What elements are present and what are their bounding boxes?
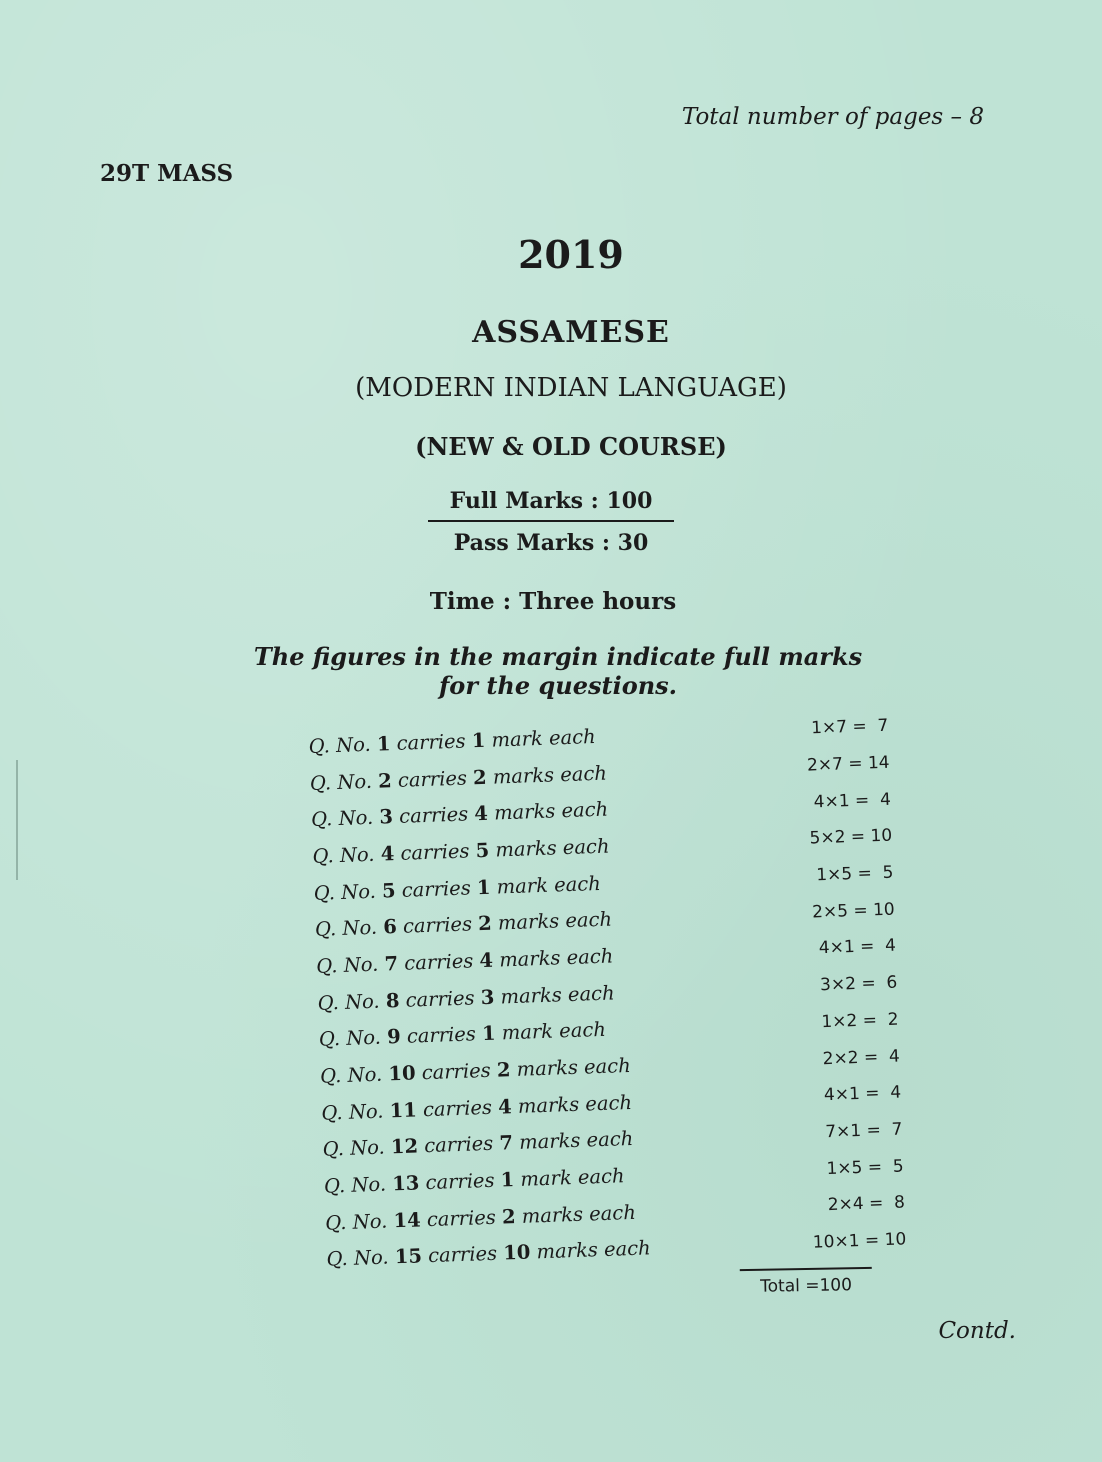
- pass-marks: Pass Marks : 30: [453, 530, 649, 556]
- total-marks: Total =100: [740, 1267, 872, 1297]
- marks-calculation: 2×5 = 10: [811, 899, 896, 923]
- language-subtitle: (MODERN INDIAN LANGUAGE): [355, 373, 787, 403]
- question-text: Q. No. 7 carries 4 marks each: [315, 944, 614, 978]
- question-text: Q. No. 5 carries 1 mark each: [313, 871, 602, 905]
- exam-year: 2019: [518, 232, 624, 277]
- continued-note: Contd.: [938, 1318, 1016, 1344]
- total-pages-note: Total number of pages – 8: [681, 104, 984, 130]
- paper-code: 29T MASS: [100, 160, 234, 187]
- question-text: Q. No. 10 carries 2 marks each: [319, 1053, 632, 1088]
- question-text: Q. No. 9 carries 1 mark each: [318, 1018, 607, 1052]
- marks-distribution-list: [308, 708, 907, 1278]
- full-marks: Full Marks : 100: [428, 488, 674, 522]
- question-text: Q. No. 15 carries 10 marks each: [326, 1236, 652, 1272]
- staple-mark: [16, 760, 44, 880]
- marks-calculation: 4×1 = 4: [813, 789, 892, 813]
- subject-title: ASSAMESE: [472, 315, 670, 350]
- marks-calculation: 4×1 = 4: [818, 936, 897, 959]
- marks-calculation: 5×2 = 10: [809, 826, 893, 849]
- instruction-line-2: for the questions.: [438, 671, 678, 700]
- marks-calculation: 1×5 = 5: [826, 1156, 905, 1179]
- marks-calculation: 10×1 = 10: [812, 1229, 907, 1253]
- exam-time: Time : Three hours: [429, 588, 677, 615]
- question-text: Q. No. 12 carries 7 marks each: [322, 1127, 634, 1162]
- marks-calculation: 1×5 = 5: [815, 862, 894, 886]
- marks-calculation: 2×4 = 8: [827, 1192, 906, 1216]
- question-text: Q. No. 3 carries 4 marks each: [310, 797, 609, 832]
- instructions: [0, 642, 1102, 700]
- marks-calculation: 1×2 = 2: [821, 1009, 899, 1033]
- question-text: Q. No. 11 carries 4 marks each: [321, 1090, 633, 1125]
- question-text: Q. No. 6 carries 2 marks each: [314, 907, 613, 942]
- question-text: Q. No. 1 carries 1 mark each: [308, 724, 596, 758]
- question-text: Q. No. 14 carries 2 marks each: [324, 1200, 637, 1235]
- question-text: Q. No. 2 carries 2 marks each: [309, 761, 608, 795]
- marks-calculation: 2×7 = 14: [806, 752, 890, 776]
- question-text: Q. No. 4 carries 5 marks each: [312, 834, 610, 868]
- question-text: Q. No. 13 carries 1 mark each: [323, 1164, 625, 1198]
- question-text: Q. No. 8 carries 3 marks each: [317, 981, 615, 1015]
- marks-calculation: 4×1 = 4: [823, 1082, 902, 1106]
- course-subtitle: (NEW & OLD COURSE): [415, 432, 727, 461]
- marks-calculation: 7×1 = 7: [824, 1119, 903, 1143]
- instruction-line-1: The figures in the margin indicate full marks: [253, 642, 863, 671]
- marks-calculation: 3×2 = 6: [819, 972, 898, 996]
- marks-calculation: 2×2 = 4: [822, 1046, 901, 1069]
- marks-calculation: 1×7 = 7: [810, 716, 889, 739]
